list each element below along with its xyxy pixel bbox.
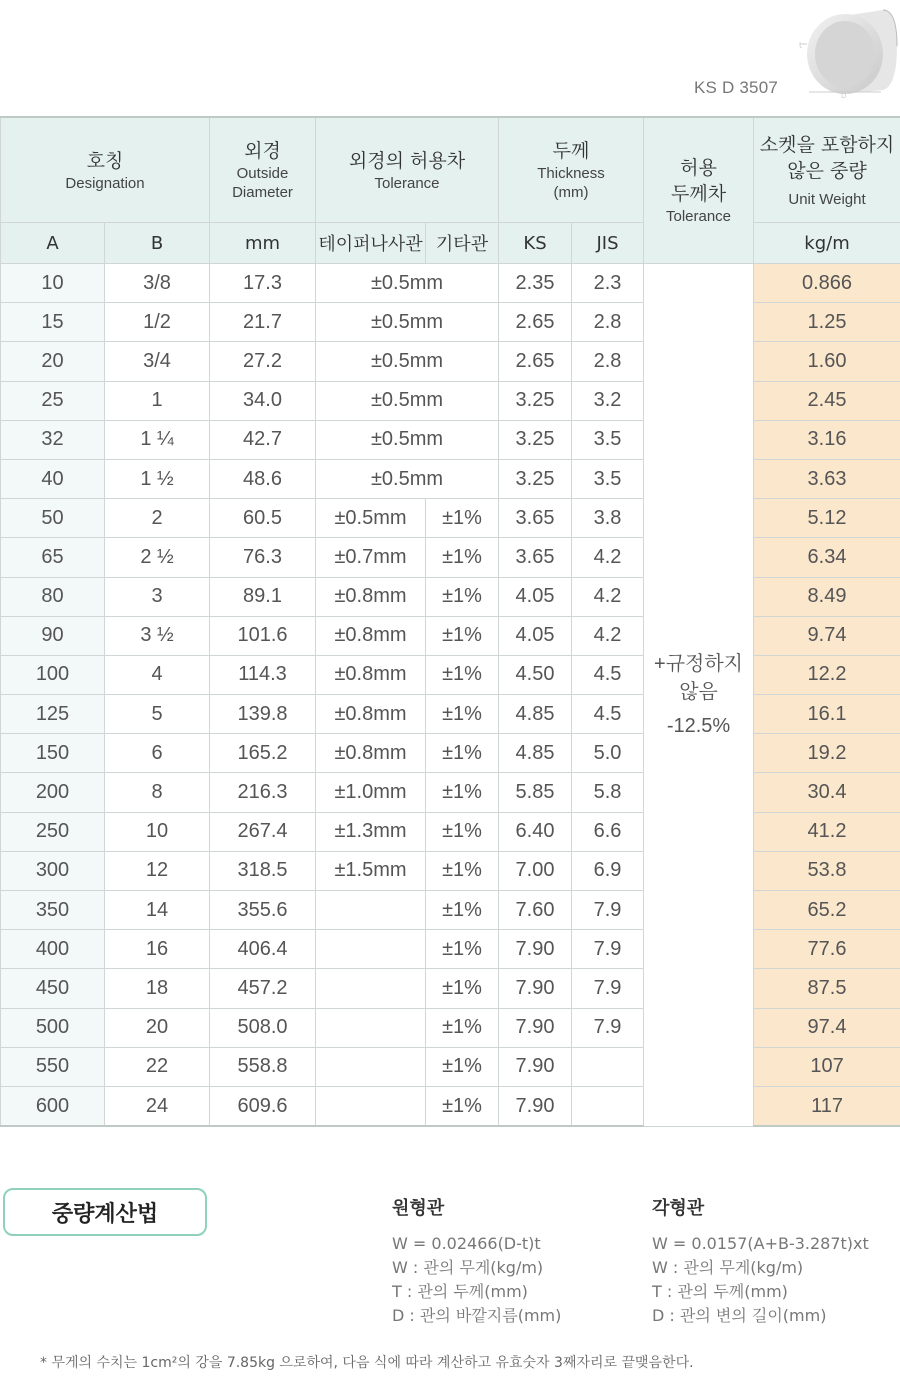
- header-unit-weight: 소켓을 포함하지 않은 중량 Unit Weight: [754, 117, 900, 223]
- table-row: [1, 695, 900, 734]
- cell-tolerance: ±0.5mm: [316, 420, 499, 459]
- cell-outside-diameter: 609.6: [210, 1086, 316, 1126]
- formula-line: D : 관의 바깥지름(mm): [392, 1306, 562, 1325]
- cell-unit-weight: 87.5: [754, 969, 900, 1008]
- subheader-a: A: [1, 223, 105, 264]
- cell-unit-weight: 3.16: [754, 420, 900, 459]
- cell-a: 25: [1, 381, 105, 420]
- cell-b: 2: [105, 499, 210, 538]
- cell-taper-tolerance: [316, 1086, 426, 1126]
- round-pipe-title: 원형관: [392, 1198, 445, 1219]
- cell-thickness-jis: 6.9: [572, 851, 644, 890]
- cell-thickness-tolerance: [644, 264, 754, 1127]
- cell-other-tolerance: ±1%: [426, 773, 499, 812]
- cell-taper-tolerance: ±1.0mm: [316, 773, 426, 812]
- cell-thickness-ks: 2.35: [499, 264, 572, 303]
- cell-outside-diameter: 76.3: [210, 538, 316, 577]
- cell-b: 5: [105, 695, 210, 734]
- table-row: [1, 538, 900, 577]
- cell-thickness-jis: 7.9: [572, 1008, 644, 1047]
- cell-thickness-ks: 7.90: [499, 1086, 572, 1126]
- round-pipe-formula: [392, 1194, 561, 1328]
- table-row: [1, 303, 900, 342]
- cell-thickness-ks: 2.65: [499, 342, 572, 381]
- cell-thickness-jis: 3.5: [572, 459, 644, 498]
- table-row: [1, 459, 900, 498]
- table-row: [1, 264, 900, 303]
- cell-unit-weight: 1.25: [754, 303, 900, 342]
- cell-outside-diameter: 267.4: [210, 812, 316, 851]
- pipe-spec-table: [0, 116, 900, 1127]
- cell-b: 3: [105, 577, 210, 616]
- table-row: [1, 969, 900, 1008]
- square-pipe-formula: [652, 1194, 869, 1328]
- cell-thickness-ks: 7.60: [499, 891, 572, 930]
- cell-outside-diameter: 60.5: [210, 499, 316, 538]
- cell-outside-diameter: 318.5: [210, 851, 316, 890]
- table-row: [1, 851, 900, 890]
- table-row: [1, 655, 900, 694]
- subheader-taper: 테이퍼나사관: [316, 223, 426, 264]
- icon-label-t: t: [799, 41, 803, 50]
- header-tolerance: 외경의 허용차 Tolerance: [316, 117, 499, 223]
- cell-taper-tolerance: ±0.8mm: [316, 734, 426, 773]
- header-outside-diameter: 외경 Outside Diameter: [210, 117, 316, 223]
- cell-thickness-ks: 3.65: [499, 499, 572, 538]
- cell-a: 80: [1, 577, 105, 616]
- cell-unit-weight: 9.74: [754, 616, 900, 655]
- cell-thickness-jis: 3.2: [572, 381, 644, 420]
- cell-unit-weight: 53.8: [754, 851, 900, 890]
- cell-unit-weight: 12.2: [754, 655, 900, 694]
- cell-taper-tolerance: ±0.5mm: [316, 499, 426, 538]
- cell-b: 22: [105, 1047, 210, 1086]
- cell-unit-weight: 30.4: [754, 773, 900, 812]
- cell-a: 100: [1, 655, 105, 694]
- table-row: [1, 773, 900, 812]
- cell-unit-weight: 1.60: [754, 342, 900, 381]
- cell-a: 550: [1, 1047, 105, 1086]
- cell-a: 600: [1, 1086, 105, 1126]
- cell-other-tolerance: ±1%: [426, 851, 499, 890]
- cell-other-tolerance: ±1%: [426, 734, 499, 773]
- cell-unit-weight: 19.2: [754, 734, 900, 773]
- cell-a: 500: [1, 1008, 105, 1047]
- table-row: [1, 812, 900, 851]
- cell-a: 150: [1, 734, 105, 773]
- cell-a: 50: [1, 499, 105, 538]
- cell-outside-diameter: 42.7: [210, 420, 316, 459]
- cell-other-tolerance: ±1%: [426, 969, 499, 1008]
- table-row: [1, 891, 900, 930]
- cell-unit-weight: 41.2: [754, 812, 900, 851]
- cell-taper-tolerance: ±1.3mm: [316, 812, 426, 851]
- cell-b: 3 ½: [105, 616, 210, 655]
- table-row: [1, 420, 900, 459]
- cell-a: 65: [1, 538, 105, 577]
- cell-taper-tolerance: [316, 969, 426, 1008]
- cell-outside-diameter: 457.2: [210, 969, 316, 1008]
- cell-a: 10: [1, 264, 105, 303]
- cell-unit-weight: 65.2: [754, 891, 900, 930]
- cell-thickness-ks: 2.65: [499, 303, 572, 342]
- cell-unit-weight: 5.12: [754, 499, 900, 538]
- weight-calc-title: 중량계산법: [3, 1188, 207, 1236]
- cell-thickness-ks: 3.25: [499, 420, 572, 459]
- cell-thickness-jis: 3.8: [572, 499, 644, 538]
- cell-a: 400: [1, 930, 105, 969]
- formula-line: W : 관의 무게(kg/m): [392, 1258, 544, 1277]
- cell-other-tolerance: ±1%: [426, 1047, 499, 1086]
- cell-tolerance: ±0.5mm: [316, 381, 499, 420]
- cell-thickness-ks: 4.85: [499, 695, 572, 734]
- table-row: [1, 499, 900, 538]
- cell-b: 1 ¼: [105, 420, 210, 459]
- pipe-illustration: [795, 6, 899, 100]
- cell-taper-tolerance: ±0.8mm: [316, 695, 426, 734]
- cell-thickness-ks: 3.65: [499, 538, 572, 577]
- cell-a: 125: [1, 695, 105, 734]
- cell-unit-weight: 2.45: [754, 381, 900, 420]
- cell-taper-tolerance: ±1.5mm: [316, 851, 426, 890]
- cell-a: 20: [1, 342, 105, 381]
- cell-taper-tolerance: [316, 1008, 426, 1047]
- cell-thickness-ks: 4.05: [499, 616, 572, 655]
- cell-thickness-ks: 7.00: [499, 851, 572, 890]
- cell-taper-tolerance: ±0.7mm: [316, 538, 426, 577]
- formula-line: T : 관의 두께(mm): [392, 1282, 528, 1301]
- cell-thickness-jis: 7.9: [572, 969, 644, 1008]
- cell-b: 18: [105, 969, 210, 1008]
- table-row: [1, 381, 900, 420]
- cell-thickness-jis: 5.0: [572, 734, 644, 773]
- cell-outside-diameter: 508.0: [210, 1008, 316, 1047]
- cell-other-tolerance: ±1%: [426, 655, 499, 694]
- cell-thickness-jis: 4.5: [572, 655, 644, 694]
- cell-thickness-ks: 3.25: [499, 381, 572, 420]
- cell-outside-diameter: 558.8: [210, 1047, 316, 1086]
- cell-thickness-jis: 7.9: [572, 891, 644, 930]
- cell-unit-weight: 97.4: [754, 1008, 900, 1047]
- cell-other-tolerance: ±1%: [426, 616, 499, 655]
- formula-line: W = 0.02466(D-t)t: [392, 1234, 541, 1253]
- cell-unit-weight: 0.866: [754, 264, 900, 303]
- cell-b: 1/2: [105, 303, 210, 342]
- cell-other-tolerance: ±1%: [426, 1008, 499, 1047]
- cell-taper-tolerance: ±0.8mm: [316, 616, 426, 655]
- table-row: [1, 1047, 900, 1086]
- formula-line: W : 관의 무게(kg/m): [652, 1258, 804, 1277]
- cell-other-tolerance: ±1%: [426, 499, 499, 538]
- cell-taper-tolerance: [316, 1047, 426, 1086]
- cell-thickness-ks: 7.90: [499, 1008, 572, 1047]
- cell-thickness-ks: 7.90: [499, 930, 572, 969]
- cell-thickness-jis: 2.3: [572, 264, 644, 303]
- cell-other-tolerance: ±1%: [426, 695, 499, 734]
- cell-b: 2 ½: [105, 538, 210, 577]
- cell-other-tolerance: ±1%: [426, 891, 499, 930]
- tolerance-plus: +규정하지: [654, 652, 743, 675]
- cell-thickness-ks: 4.85: [499, 734, 572, 773]
- cell-outside-diameter: 101.6: [210, 616, 316, 655]
- table-row: [1, 1086, 900, 1126]
- tolerance-plus-cont: 않음: [679, 680, 718, 703]
- table-row: [1, 734, 900, 773]
- cell-thickness-jis: 4.2: [572, 538, 644, 577]
- cell-thickness-ks: 7.90: [499, 1047, 572, 1086]
- cell-tolerance: ±0.5mm: [316, 264, 499, 303]
- table-row: [1, 930, 900, 969]
- cell-other-tolerance: ±1%: [426, 577, 499, 616]
- cell-thickness-jis: 2.8: [572, 342, 644, 381]
- cell-b: 24: [105, 1086, 210, 1126]
- cell-b: 3/8: [105, 264, 210, 303]
- cell-b: 8: [105, 773, 210, 812]
- cell-thickness-ks: 4.50: [499, 655, 572, 694]
- cell-unit-weight: 77.6: [754, 930, 900, 969]
- cell-outside-diameter: 139.8: [210, 695, 316, 734]
- cell-b: 1: [105, 381, 210, 420]
- table-row: [1, 577, 900, 616]
- standard-code: KS D 3507: [694, 78, 779, 97]
- cell-b: 12: [105, 851, 210, 890]
- cell-taper-tolerance: ±0.8mm: [316, 577, 426, 616]
- cell-thickness-jis: 4.2: [572, 577, 644, 616]
- icon-label-d: D: [841, 92, 847, 100]
- cell-taper-tolerance: [316, 891, 426, 930]
- table-row: [1, 616, 900, 655]
- cell-outside-diameter: 34.0: [210, 381, 316, 420]
- cell-unit-weight: 8.49: [754, 577, 900, 616]
- cell-thickness-jis: [572, 1047, 644, 1086]
- header-thickness-tolerance: 허용 두께차 Tolerance: [644, 117, 754, 264]
- cell-b: 3/4: [105, 342, 210, 381]
- cell-thickness-jis: 3.5: [572, 420, 644, 459]
- table-row: [1, 1008, 900, 1047]
- cell-tolerance: ±0.5mm: [316, 342, 499, 381]
- cell-other-tolerance: ±1%: [426, 1086, 499, 1126]
- table-row: [1, 342, 900, 381]
- cell-outside-diameter: 216.3: [210, 773, 316, 812]
- tolerance-minus: -12.5%: [666, 714, 731, 737]
- cell-tolerance: ±0.5mm: [316, 303, 499, 342]
- subheader-other: 기타관: [426, 223, 499, 264]
- cell-tolerance: ±0.5mm: [316, 459, 499, 498]
- square-pipe-title: 각형관: [652, 1198, 705, 1219]
- formula-line: W = 0.0157(A+B-3.287t)xt: [652, 1234, 869, 1253]
- cell-outside-diameter: 89.1: [210, 577, 316, 616]
- formula-line: T : 관의 두께(mm): [652, 1282, 788, 1301]
- cell-other-tolerance: ±1%: [426, 930, 499, 969]
- cell-b: 14: [105, 891, 210, 930]
- cell-a: 200: [1, 773, 105, 812]
- cell-outside-diameter: 165.2: [210, 734, 316, 773]
- cell-a: 32: [1, 420, 105, 459]
- cell-thickness-ks: 7.90: [499, 969, 572, 1008]
- cell-unit-weight: 107: [754, 1047, 900, 1086]
- cell-thickness-jis: 2.8: [572, 303, 644, 342]
- cell-thickness-jis: 4.2: [572, 616, 644, 655]
- cell-outside-diameter: 406.4: [210, 930, 316, 969]
- cell-outside-diameter: 114.3: [210, 655, 316, 694]
- subheader-mm: mm: [210, 223, 316, 264]
- cell-a: 450: [1, 969, 105, 1008]
- cell-thickness-ks: 4.05: [499, 577, 572, 616]
- cell-a: 300: [1, 851, 105, 890]
- cell-outside-diameter: 48.6: [210, 459, 316, 498]
- cell-b: 16: [105, 930, 210, 969]
- subheader-b: B: [105, 223, 210, 264]
- cell-outside-diameter: 17.3: [210, 264, 316, 303]
- cell-a: 40: [1, 459, 105, 498]
- cell-other-tolerance: ±1%: [426, 812, 499, 851]
- cell-outside-diameter: 21.7: [210, 303, 316, 342]
- cell-b: 10: [105, 812, 210, 851]
- cell-b: 20: [105, 1008, 210, 1047]
- cell-a: 350: [1, 891, 105, 930]
- cell-a: 15: [1, 303, 105, 342]
- cell-thickness-ks: 6.40: [499, 812, 572, 851]
- cell-thickness-jis: [572, 1086, 644, 1126]
- cell-b: 4: [105, 655, 210, 694]
- cell-unit-weight: 3.63: [754, 459, 900, 498]
- cell-unit-weight: 16.1: [754, 695, 900, 734]
- cell-a: 250: [1, 812, 105, 851]
- cell-thickness-jis: 4.5: [572, 695, 644, 734]
- cell-thickness-jis: 6.6: [572, 812, 644, 851]
- cell-unit-weight: 117: [754, 1086, 900, 1126]
- header-thickness: 두께 Thickness (mm): [499, 117, 644, 223]
- formula-line: D : 관의 변의 길이(mm): [652, 1306, 827, 1325]
- cell-b: 6: [105, 734, 210, 773]
- cell-b: 1 ½: [105, 459, 210, 498]
- cell-a: 90: [1, 616, 105, 655]
- subheader-jis: JIS: [572, 223, 644, 264]
- cell-taper-tolerance: [316, 930, 426, 969]
- cell-outside-diameter: 355.6: [210, 891, 316, 930]
- cell-taper-tolerance: ±0.8mm: [316, 655, 426, 694]
- subheader-kgm: kg/m: [754, 223, 900, 264]
- subheader-ks: KS: [499, 223, 572, 264]
- cell-thickness-ks: 3.25: [499, 459, 572, 498]
- cell-thickness-jis: 7.9: [572, 930, 644, 969]
- cell-other-tolerance: ±1%: [426, 538, 499, 577]
- header-designation: 호칭 Designation: [1, 117, 210, 223]
- cell-outside-diameter: 27.2: [210, 342, 316, 381]
- cell-thickness-jis: 5.8: [572, 773, 644, 812]
- cell-unit-weight: 6.34: [754, 538, 900, 577]
- footnote: * 무게의 수치는 1cm²의 강을 7.85kg 으로하여, 다음 식에 따라 계산하고 유효숫자 3째자리로 끝맺음한다.: [40, 1355, 694, 1371]
- cell-thickness-ks: 5.85: [499, 773, 572, 812]
